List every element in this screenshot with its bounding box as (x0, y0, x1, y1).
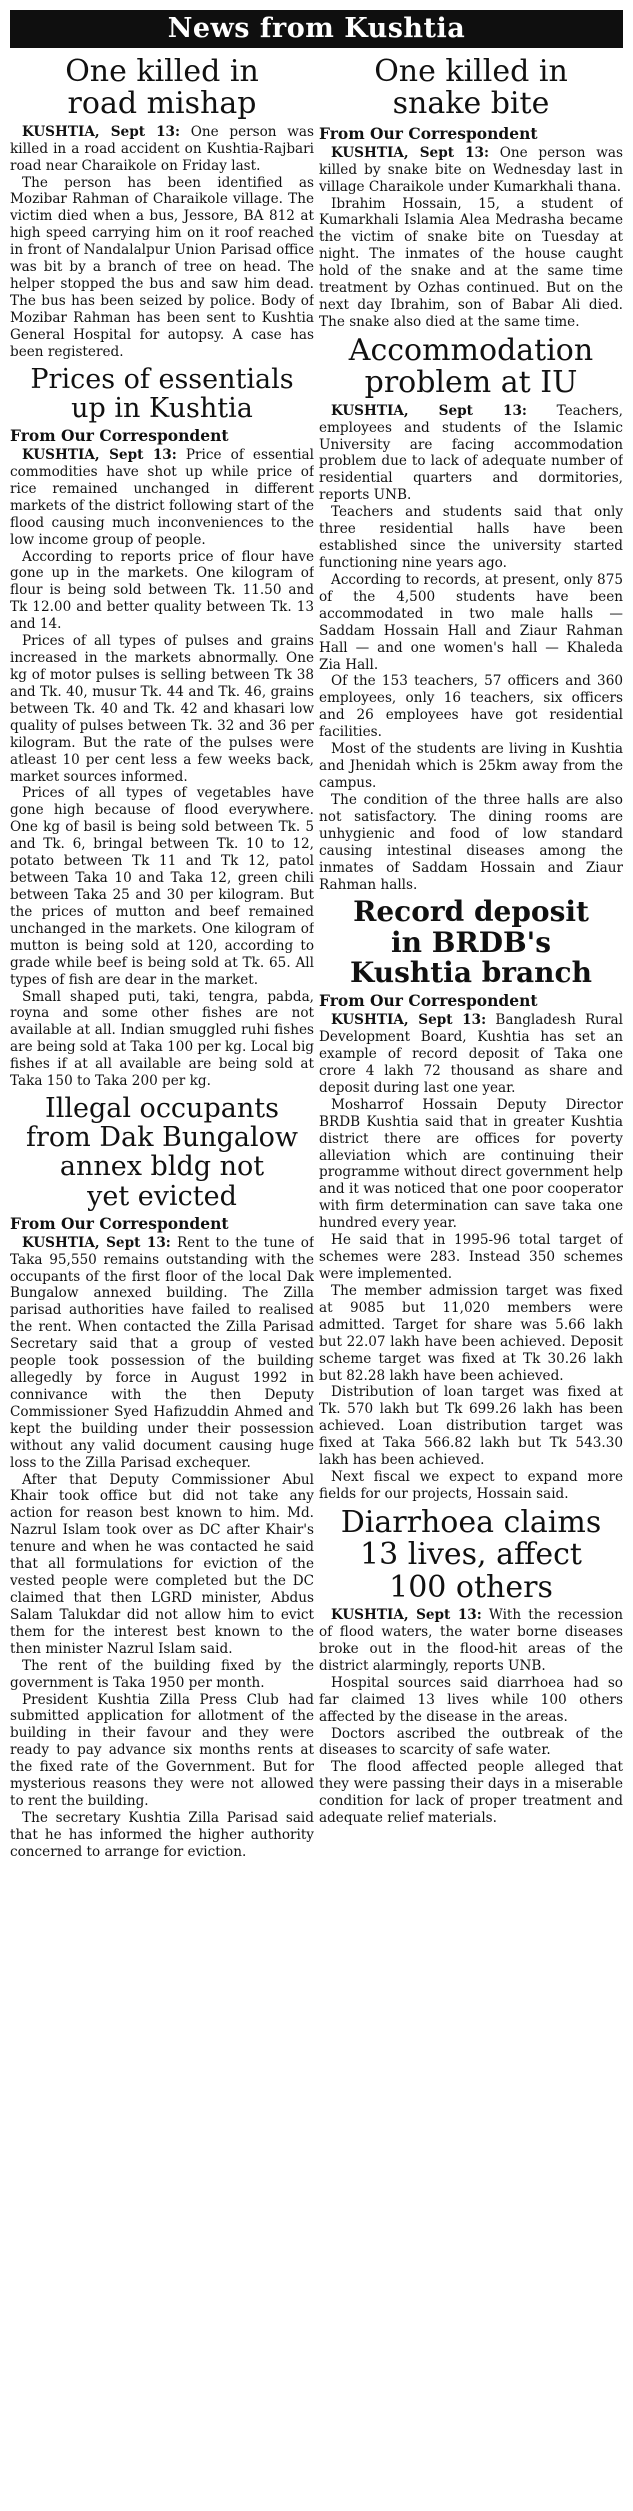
paragraph (319, 1607, 623, 1675)
headline-line: road mishap (67, 86, 257, 122)
dateline: KUSHTIA, Sept 13: (22, 447, 177, 463)
headline-line: yet evicted (87, 1180, 237, 1212)
headline-line: Record deposit (353, 895, 589, 929)
byline: From Our Correspondent (319, 991, 538, 1011)
dateline: KUSHTIA, Sept 13: (331, 402, 527, 419)
paragraph: The secretary Kushtia Zilla Parisad said that he has informed the higher authority concerned to arrange for eviction. (10, 1810, 314, 1860)
headline (10, 1094, 314, 1211)
paragraph: Most of the students are living in Kushtia and Jhenidah which is 25km away from the campus. (319, 741, 623, 791)
headline-line: problem at IU (364, 365, 578, 401)
paragraph: Teachers and students said that only three residential halls have been established since the university started functioning nine years ago. (319, 504, 623, 571)
paragraph: Doctors ascribed the outbreak of the diseases to scarcity of safe water. (319, 1725, 623, 1759)
headline-line: One killed in (65, 56, 259, 89)
headline-line: One killed in (374, 56, 568, 89)
paragraph: Prices of all types of pulses and grains increased in the markets abnormally. One kg of motor pulses is selling between Tk 38 and Tk. 40, musur Tk. 44 and Tk. 46, grains between Tk. 40 and Tk. 42 and khasari low quality of pulses between Tk. 32 and 36 per kilogram. But the rate of the pulses were atleast 10 per cent less a few weeks back, market sources informed. (10, 633, 314, 785)
section-banner (10, 10, 623, 48)
paragraph: The person has been identified as Mozibar Rahman of Charaikole village. The victim died when a bus, Jessore, BA 812 at high speed carrying him on it roof reached in front of Nandalalpur Union Parisad office was bit by a branch of tree on head. The helper stopped the bus and saw him dead. The bus has been seized by police. Body of Mozibar Rahman has been sent to Kushtia General Hospital for autopsy. A case has been registered. (10, 174, 314, 360)
byline: From Our Correspondent (10, 426, 229, 445)
headline (10, 365, 314, 423)
headline-line: up in Kushtia (71, 392, 253, 424)
paragraph: According to records, at present, only 875 of the 4,500 students have been accommodated in two male halls — Saddam Hossain Hall and Ziaur Rahman Hall — and one women's hall — Khaleda Zia Hall. (319, 571, 623, 673)
banner-title: News from Kushtia (167, 13, 466, 44)
story-body (10, 1235, 314, 1861)
headline (319, 897, 623, 988)
story-body (319, 403, 623, 894)
paragraph-text: Rent to the tune of Taka 95,550 remains outstanding with the occupants of the first floor of the local Dak Bungalow annexed building. The Zilla parisad authorities have failed to realised the rent. When contacted the Zilla Parisad Secretary said that a group of vested people took possession of the building allegedly by force in August 1992 in connivance with the then Deputy Commissioner Syed Hafizuddin Ahmed and kept the building under their possession without any valid document causing huge loss to the Zilla Parisad exchequer. (10, 1234, 314, 1471)
paragraph (10, 124, 314, 175)
story-accommodation (319, 332, 623, 894)
story-illegal-occupants (10, 1094, 314, 1861)
headline (319, 1504, 623, 1605)
paragraph: Of the 153 teachers, 57 officers and 360 employees, only 16 teachers, six officers and 26 employees have got residential facilities. (319, 673, 623, 741)
paragraph-text: Price of essential commodities have shot up while price of rice remained unchanged in different markets of the district following start of the flood causing much inconveniences to the low income group of people. (10, 447, 314, 548)
story-body (319, 1012, 623, 1503)
headline (10, 56, 314, 121)
headline-line: annex bldg not (59, 1151, 265, 1183)
paragraph: The rent of the building fixed by the government is Taka 1950 per month. (10, 1657, 314, 1691)
story-snake-bite (319, 56, 623, 331)
dateline: KUSHTIA, Sept 13: (22, 1234, 171, 1251)
headline (319, 332, 623, 401)
left-column (10, 56, 314, 2506)
paragraph: Ibrahim Hossain, 15, a student of Kumarkhali Islamia Alea Medrasha became the victim of snake bite on Tuesday at night. The inmates of the house caught hold of the snake and at the same time treatment by Ozhas continued. But on the next day Ibrahim, son of Babar Ali died. The snake also died at the same time. (319, 195, 623, 330)
paragraph (10, 1235, 314, 1472)
paragraph-text: One person was killed in a road accident on Kushtia-Rajbari road near Charaikole on Friday last. (10, 123, 314, 174)
headline-line: Diarrhoea claims (340, 1504, 602, 1540)
headline-line: in BRDB's (391, 925, 551, 959)
dateline: KUSHTIA, Sept 13: (331, 1012, 487, 1029)
paragraph: Distribution of loan target was fixed at Tk. 570 lakh but Tk 699.26 lakh has been achieved. Loan distribution target was fixed at Taka 566.82 lakh but Tk 543.30 lakh has been achieved. (319, 1384, 623, 1469)
paragraph: Mosharrof Hossain Deputy Director BRDB Kushtia said that in greater Kushtia district there are offices for poverty alleviation which are continuing their programme without direct government help and it was noticed that one poor cooperator with firm determination can save taka one hundred every year. (319, 1096, 623, 1232)
paragraph: Small shaped puti, taki, tengra, pabda, royna and some other fishes are not available at all. Indian smuggled ruhi fishes are being sold at Taka 100 per kg. Local big fishes if at all available are being sold at Taka 150 to Taka 200 per kg. (10, 988, 314, 1090)
paragraph: Prices of all types of vegetables have gone high because of flood everywhere. One kg of basil is being sold between Tk. 5 and Tk. 6, bringal between Tk. 10 to 12, potato between Tk 11 and Tk 12, patol between Taka 10 and Taka 12, green chili between Taka 25 and 30 per kilogram. But the prices of mutton and beef remained unchanged in the markets. One kilogram of mutton is being sold at 120, according to grade while beef is being sold at Tk. 65. All types of fish are dear in the market. (10, 785, 314, 988)
dateline: KUSHTIA, Sept 13: (22, 123, 181, 140)
story-record-deposit (319, 897, 623, 1502)
headline-line: Accommodation (348, 332, 594, 368)
dateline: KUSHTIA, Sept 13: (331, 1607, 482, 1624)
headline-line: snake bite (392, 86, 550, 122)
columns (10, 56, 623, 2506)
paragraph (319, 403, 623, 505)
paragraph: According to reports price of flour have gone up in the markets. One kilogram of flour is being sold between Tk. 11.50 and Tk 12.00 and better quality between Tk. 13 and 14. (10, 548, 314, 633)
headline-line: from Dak Bungalow (25, 1122, 299, 1154)
paragraph-text: One person was killed by snake bite on Wednesday last in village Charaikole under Kumarkhali thana. (319, 144, 623, 195)
paragraph (10, 447, 314, 549)
story-road-mishap (10, 56, 314, 361)
paragraph: He said that in 1995-96 total target of schemes were 283. Instead 350 schemes were implemented. (319, 1232, 623, 1282)
headline-line: 100 others (389, 1569, 553, 1605)
paragraph: The flood affected people alleged that they were passing their days in a miserable condition for lack of proper treatment and adequate relief materials. (319, 1759, 623, 1827)
paragraph (319, 145, 623, 196)
story-body (10, 124, 314, 361)
paragraph: Next fiscal we expect to expand more fields for our projects, Hossain said. (319, 1469, 623, 1502)
paragraph-text: Teachers, employees and students of the Islamic University are facing accommodation problem due to lack of adequate number of residential quarters and dormitories, reports UNB. (319, 402, 623, 504)
story-body (319, 145, 623, 331)
story-prices (10, 365, 314, 1090)
story-body (10, 447, 314, 1090)
paragraph: President Kushtia Zilla Press Club had submitted application for allotment of the building in their favour and they were ready to pay advance six months rents at the fixed rate of the Government. But for mysterious reasons they were not allowed to rent the building. (10, 1691, 314, 1810)
paragraph-text: With the recession of flood waters, the water borne diseases broke out in the flood-hit areas of the district alarmingly, reports UNB. (319, 1607, 623, 1674)
paragraph: Hospital sources said diarrhoea had so far claimed 13 lives while 100 others affected by the disease in the areas. (319, 1674, 623, 1725)
headline-line: Illegal occupants (45, 1093, 279, 1125)
headline-line: Prices of essentials (30, 363, 294, 395)
byline: From Our Correspondent (319, 123, 538, 143)
headline (319, 56, 623, 121)
paragraph: The member admission target was fixed at 9085 but 11,020 members were admitted. Target for share was 5.66 lakh but 22.07 lakh have been achieved. Deposit scheme target was fixed at Tk 30.26 lakh but 82.28 lakh have been achieved. (319, 1282, 623, 1384)
story-body (319, 1607, 623, 1827)
paragraph (319, 1012, 623, 1097)
paragraph-text: Bangladesh Rural Development Board, Kushtia has set an example of record deposit of Taka one crore 4 lakh 72 thousand as share and deposit during last one year. (319, 1012, 623, 1096)
right-column (319, 56, 623, 2506)
dateline: KUSHTIA, Sept 13: (331, 144, 490, 161)
byline: From Our Correspondent (10, 1213, 229, 1233)
paragraph: After that Deputy Commissioner Abul Khair took office but did not take any action for reason best known to him. Md. Nazrul Islam took over as DC after Khair's tenure and when he was contacted he said that all formulations for eviction of the vested people were completed but the DC claimed that then LGRD minister, Abdus Salam Talukdar did not allow him to evict them for the interest best known to the then minister Nazrul Islam said. (10, 1471, 314, 1657)
story-diarrhoea (319, 1504, 623, 1827)
headline-line: Kushtia branch (350, 955, 592, 989)
headline-line: 13 lives, affect (360, 1537, 582, 1573)
paragraph: The condition of the three halls are also not satisfactory. The dining rooms are unhygienic and food of low standard causing intestinal diseases among the inmates of Saddam Hossain and Ziaur Rahman halls. (319, 791, 623, 893)
